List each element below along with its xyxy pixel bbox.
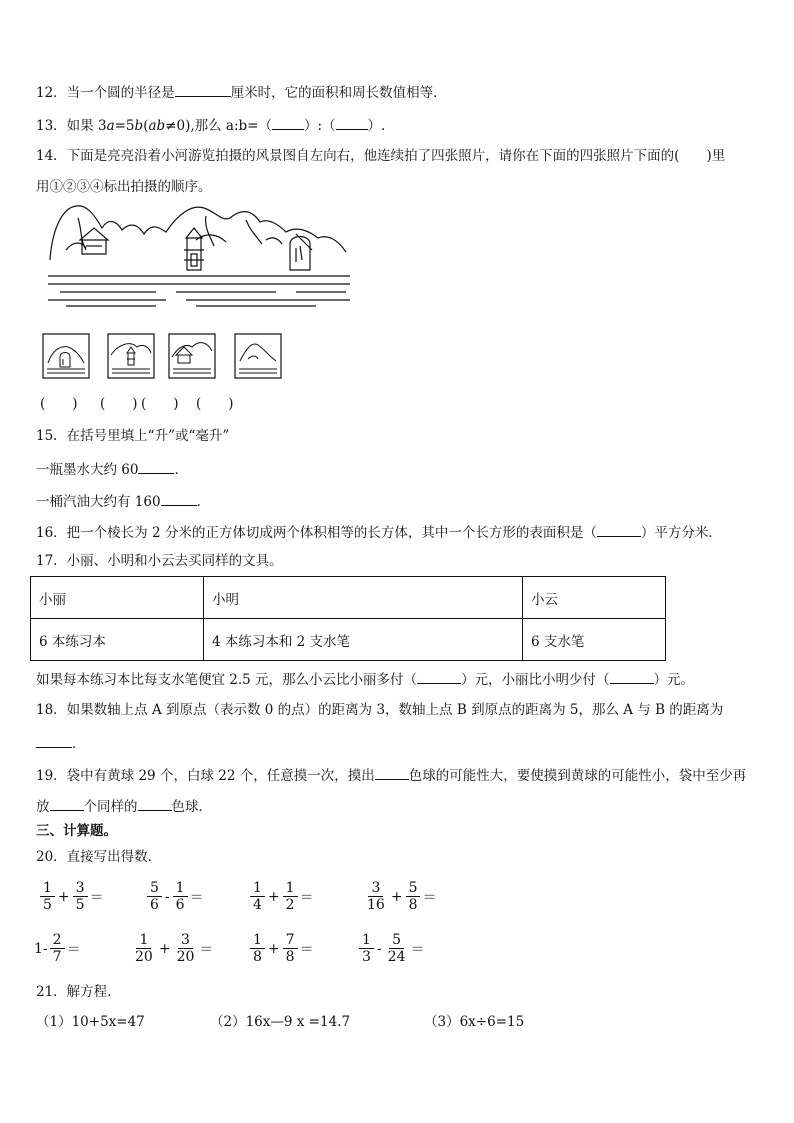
q17-text-b: ）元，小丽比小明少付（ <box>461 672 610 688</box>
q17-text-a: 如果每本练习本比每支水笔便宜 2.5 元，那么小云比小丽多付（ <box>36 672 418 688</box>
q20-expr-8 <box>357 932 424 965</box>
q15-dot-2: ． <box>196 494 211 510</box>
q14-slot-1-text: ( ) <box>40 396 78 412</box>
q20-e3-bd: 2 <box>285 897 295 913</box>
q17-header-xiaoli: 小丽 <box>31 577 204 619</box>
q13-blank-1[interactable] <box>272 115 304 130</box>
q13-text-mid: ）:（ <box>303 118 336 134</box>
q13-line <box>36 115 385 135</box>
q17-blank-1[interactable] <box>417 669 461 684</box>
q16-line <box>36 522 722 542</box>
q20-e2-ad: 6 <box>150 897 159 913</box>
q20-e6-op: + <box>158 940 171 957</box>
q17-header-row <box>31 577 666 619</box>
q20-expr-2 <box>145 880 204 913</box>
q20-e4-bd: 8 <box>408 897 418 913</box>
q20-e2-an: 5 <box>147 880 162 897</box>
q17-text-c: ）元。 <box>653 672 695 688</box>
q20-e4-an: 3 <box>368 880 383 897</box>
q13-var-a: a <box>106 118 115 134</box>
q19-blank-3[interactable] <box>138 796 172 811</box>
q15-blank-1[interactable] <box>138 459 174 474</box>
q20-e5-bd: 7 <box>52 949 62 965</box>
q20-expr-5 <box>34 932 81 965</box>
q17-header-xiaoyun: 小云 <box>523 577 666 619</box>
section-3-heading: 三、计算题。 <box>36 823 117 839</box>
q21-eq-3: （3）6x÷6=15 <box>424 1014 525 1030</box>
q20-e7-op: + <box>267 940 280 957</box>
q21-title: 21．解方程． <box>36 984 121 1000</box>
q20-e1-bd: 5 <box>75 897 85 913</box>
q14-slot-4[interactable] <box>196 395 234 413</box>
q20-e6-bn: 3 <box>178 932 193 949</box>
q20-e4-op: + <box>390 888 403 905</box>
q20-e7-an: 1 <box>250 932 265 949</box>
q20-e8-ad: 3 <box>362 949 371 965</box>
q20-expr-1 <box>38 880 104 913</box>
q20-e5-eq: ＝ <box>66 941 81 958</box>
q12-answer-blank[interactable] <box>175 82 231 97</box>
q17-blank-2[interactable] <box>610 669 654 684</box>
q17-cell-xiaoming: 4 本练习本和 2 支水笔 <box>204 619 523 661</box>
q20-e8-eq: ＝ <box>410 941 425 958</box>
q19-text-b: 色球的可能性大，要使摸到黄球的可能性小，袋中至少再 <box>408 768 747 784</box>
q17-table <box>30 576 666 661</box>
photo-3-image <box>168 333 216 379</box>
q13-blank-2[interactable] <box>336 115 368 130</box>
q19-blank-2[interactable] <box>50 796 84 811</box>
q19-blank-1[interactable] <box>375 765 409 780</box>
q12-text-b: 厘米时，它的面积和周长数值相等． <box>230 85 447 101</box>
photo-2-image <box>107 333 155 379</box>
q19-text-a: 19．袋中有黄球 29 个，白球 22 个，任意摸一次，摸出 <box>36 768 375 784</box>
q20-e3-eq: ＝ <box>299 889 314 906</box>
q15-blank-2[interactable] <box>161 491 197 506</box>
q20-e5-lead: 1- <box>34 940 48 957</box>
q20-e2-eq: ＝ <box>189 889 204 906</box>
q13-text-b: =5 <box>114 118 135 134</box>
q15-line-1-text: 一瓶墨水大约 60 <box>36 462 139 478</box>
q13-text-c: ≠0),那么 a:b=（ <box>165 118 272 134</box>
q13-var-ab: ab <box>148 118 166 134</box>
q18-line-2 <box>36 733 86 753</box>
q20-e6-eq: ＝ <box>199 941 214 958</box>
q17-header-xiaoming: 小明 <box>204 577 523 619</box>
q14-slot-4-text: ( ) <box>196 396 234 412</box>
q14-slot-2[interactable] <box>100 395 138 413</box>
q20-e7-eq: ＝ <box>299 941 314 958</box>
q21-eq-2: （2）16x—9 x =14.7 <box>210 1014 351 1030</box>
q16-text-b: ）平方分米． <box>640 525 722 541</box>
q20-e3-bn: 1 <box>283 880 298 897</box>
q20-e3-op: + <box>267 888 280 905</box>
q15-dot-1: ． <box>174 462 188 478</box>
q16-text-a: 16．把一个棱长为 2 分米的正方体切成两个体积相等的长方体，其中一个长方形的表面积是（ <box>36 525 597 541</box>
q17-title: 17．小丽、小明和小云去买同样的文具。 <box>36 553 283 569</box>
q20-e8-bn: 5 <box>389 932 404 949</box>
q20-e1-bn: 3 <box>73 880 88 897</box>
q20-expr-7 <box>248 932 314 965</box>
q20-e3-an: 1 <box>250 880 265 897</box>
q19-text-e: 色球． <box>171 799 212 815</box>
q18-dot: ． <box>72 736 86 752</box>
q20-e2-op: - <box>164 888 170 905</box>
q20-e1-op: + <box>57 888 70 905</box>
q20-expr-3 <box>248 880 314 913</box>
q20-e5-bn: 2 <box>50 932 65 949</box>
q14-line-1: 14．下面是亮亮沿着小河游览拍摄的风景图自左向右，他连续拍了四张照片，请你在下面的四张照片下面的( )里 <box>36 148 726 164</box>
q13-text-end: ）. <box>367 118 386 134</box>
q17-question <box>36 669 694 689</box>
q20-e1-ad: 5 <box>43 897 52 913</box>
q20-e1-an: 1 <box>40 880 55 897</box>
q20-e7-bd: 8 <box>285 949 295 965</box>
q15-line-2 <box>36 491 210 511</box>
q15-line-2-text: 一桶汽油大约有 160 <box>36 494 161 510</box>
q15-line-1 <box>36 459 188 479</box>
photo-4-image <box>234 333 282 379</box>
q20-e8-op: - <box>376 940 382 957</box>
q12-text-a: 12．当一个圆的半径是 <box>36 85 175 101</box>
q18-line-1: 18．如果数轴上点 A 到原点（表示数 0 的点）的距离为 3，数轴上点 B 到原点的距离为 5，那么 A 与 B 的距离为 <box>36 702 724 718</box>
q14-slot-3-text: ( ) <box>141 396 179 412</box>
q20-expr-6 <box>130 932 213 965</box>
q20-e7-bn: 7 <box>283 932 298 949</box>
q20-expr-4 <box>362 880 436 913</box>
q18-answer-blank[interactable] <box>36 733 72 748</box>
q20-e8-bd: 24 <box>387 949 406 965</box>
q20-e7-ad: 8 <box>253 949 262 965</box>
q20-e6-bd: 20 <box>176 949 195 965</box>
q17-cell-xiaoyun: 6 支水笔 <box>523 619 666 661</box>
q17-data-row <box>31 619 666 661</box>
landscape-illustration <box>46 200 352 308</box>
q20-e3-ad: 4 <box>253 897 262 913</box>
q20-e2-bn: 1 <box>173 880 188 897</box>
q13-paren: ( <box>143 118 149 134</box>
q19-text-d: 个同样的 <box>83 799 138 815</box>
q19-text-c: 放 <box>36 799 50 815</box>
q13-text-a: 13．如果 3 <box>36 118 107 134</box>
q20-e4-bn: 5 <box>406 880 421 897</box>
q13-var-b: b <box>134 118 144 134</box>
q12-line <box>36 82 447 102</box>
q19-line-2 <box>36 796 212 816</box>
q14-slot-3[interactable] <box>141 395 179 413</box>
q19-line-1 <box>36 765 746 785</box>
q20-e2-bd: 6 <box>175 897 185 913</box>
q20-e1-eq: ＝ <box>89 889 104 906</box>
q16-answer-blank[interactable] <box>597 522 641 537</box>
q15-title: 15．在括号里填上“升”或“毫升” <box>36 428 230 444</box>
photo-1-image <box>42 333 90 379</box>
q20-e6-ad: 20 <box>135 949 153 965</box>
q21-eq-1: （1）10+5x=47 <box>36 1014 145 1030</box>
q14-slot-1[interactable] <box>40 395 78 413</box>
q14-line-2: 用①②③④标出拍摄的顺序。 <box>36 179 212 195</box>
q20-e4-eq: ＝ <box>422 889 437 906</box>
q20-e6-an: 1 <box>136 932 151 949</box>
q20-title: 20．直接写出得数． <box>36 849 162 865</box>
q20-e8-an: 1 <box>359 932 374 949</box>
q14-slot-2-text: ( ) <box>100 396 138 412</box>
q17-cell-xiaoli: 6 本练习本 <box>31 619 204 661</box>
q20-e4-ad: 16 <box>367 897 385 913</box>
